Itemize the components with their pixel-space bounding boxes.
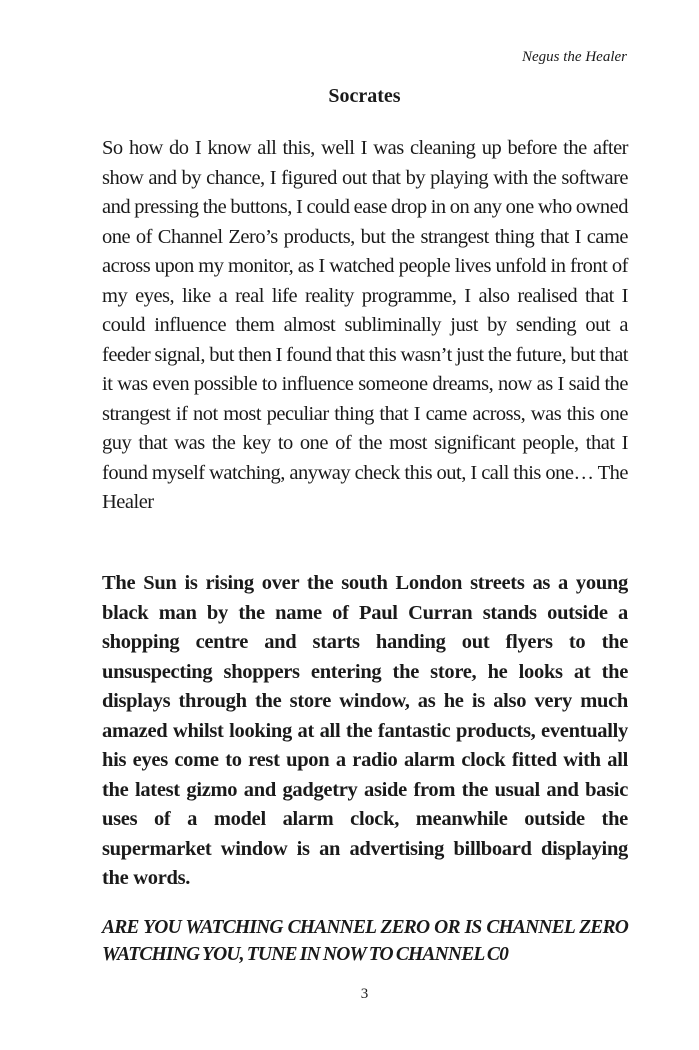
body-paragraph-scene: The Sun is rising over the south London streets as a young black man by the name of Paul Curran stands outside a shopping centre and starts handing out flyers to the unsuspecting shoppers entering the store, he looks at the displays through the store window, as he is also very much amazed whilst looking at all the fantastic products, eventually his eyes come to rest upon a radio alarm clock fitted with all the latest gizmo and gadgetry aside from the usual and basic uses of a model alarm clock, meanwhile outside the supermarket window is an advertising billboard displaying the words. [102,572,628,889]
chapter-title: Socrates [328,85,401,107]
billboard-text: ARE YOU WATCHING CHANNEL ZERO OR IS CHANNEL ZERO WATCHING YOU, TUNE IN NOW TO CHANNEL C0 [102,917,628,965]
running-head: Negus the Healer [522,49,627,65]
page-number: 3 [360,986,369,1002]
body-paragraph-narration: So how do I know all this, well I was cleaning up before the after show and by chance, I figured out that by playing with the software and pressing the buttons, I could ease drop in on any one who owned one of Channel Zero’s products, but the strangest thing that I came across upon my monitor, as I watched people lives unfold in front of my eyes, like a real life reality programme, I also realised that I could influence them almost subliminally just by sending out a feeder signal, but then I found that this wasn’t just the future, but that it was even possible to influence someone dreams, now as I said the strangest if not most peculiar thing that I came across, was this one guy that was the key to one of the most significant people, that I found myself watching, anyway check this out, I call this one… The Healer [102,137,628,513]
